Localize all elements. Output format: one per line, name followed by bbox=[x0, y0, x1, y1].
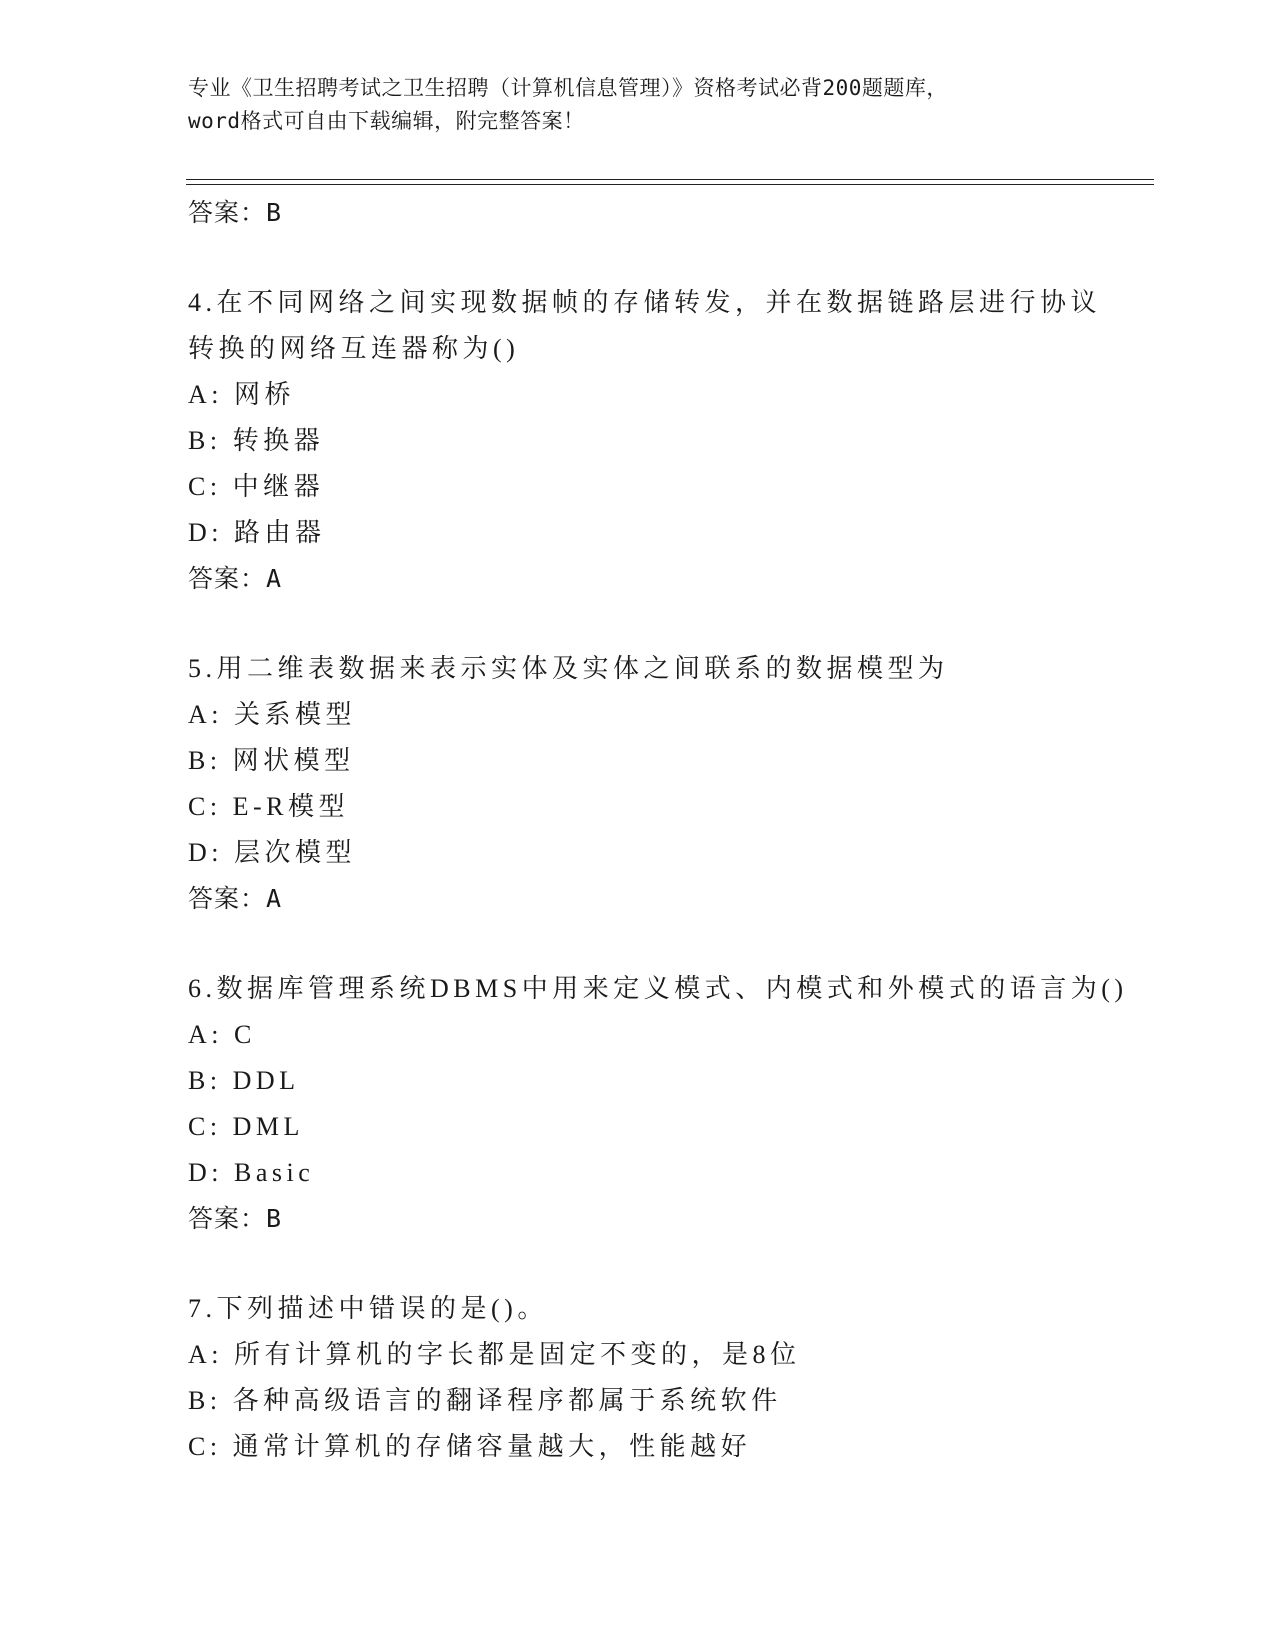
answer-line: 答案：A bbox=[188, 564, 283, 593]
header-rule-bottom bbox=[186, 184, 1154, 185]
question-block bbox=[188, 966, 1148, 1242]
document-header bbox=[188, 72, 1088, 138]
answer-line: 答案：B bbox=[188, 1204, 283, 1233]
option-c: C: 中继器 bbox=[188, 472, 325, 501]
question-text: 7.下列描述中错误的是()。 bbox=[188, 1294, 548, 1323]
question-text: 转换的网络互连器称为() bbox=[188, 334, 520, 363]
option-c: C: E-R模型 bbox=[188, 792, 349, 821]
option-d: D: 路由器 bbox=[188, 518, 326, 547]
option-c: C: 通常计算机的存储容量越大，性能越好 bbox=[188, 1432, 752, 1461]
header-rule-top bbox=[186, 179, 1154, 180]
header-line-2: word格式可自由下载编辑，附完整答案！ bbox=[188, 109, 585, 133]
answer-line: 答案：A bbox=[188, 884, 283, 913]
option-d: D: Basic bbox=[188, 1158, 315, 1187]
question-block bbox=[188, 1286, 1148, 1470]
question-text: 6.数据库管理系统DBMS中用来定义模式、内模式和外模式的语言为() bbox=[188, 974, 1128, 1003]
question-block bbox=[188, 646, 1148, 922]
option-a: A: 所有计算机的字长都是固定不变的，是8位 bbox=[188, 1340, 801, 1369]
document-body bbox=[188, 190, 1148, 1470]
option-b: B: 网状模型 bbox=[188, 746, 355, 775]
question-text: 5.用二维表数据来表示实体及实体之间联系的数据模型为 bbox=[188, 654, 949, 683]
option-a: A: 网桥 bbox=[188, 380, 296, 409]
option-b: B: 各种高级语言的翻译程序都属于系统软件 bbox=[188, 1386, 782, 1415]
option-a: A: 关系模型 bbox=[188, 700, 357, 729]
option-a: A: C bbox=[188, 1020, 256, 1049]
question-text: 4.在不同网络之间实现数据帧的存储转发，并在数据链路层进行协议 bbox=[188, 288, 1102, 317]
option-c: C: DML bbox=[188, 1112, 304, 1141]
previous-answer: 答案：B bbox=[188, 198, 283, 227]
option-b: B: 转换器 bbox=[188, 426, 325, 455]
header-line-1: 专业《卫生招聘考试之卫生招聘（计算机信息管理）》资格考试必背200题题库， bbox=[188, 76, 948, 100]
question-block bbox=[188, 280, 1148, 602]
option-b: B: DDL bbox=[188, 1066, 300, 1095]
option-d: D: 层次模型 bbox=[188, 838, 357, 867]
